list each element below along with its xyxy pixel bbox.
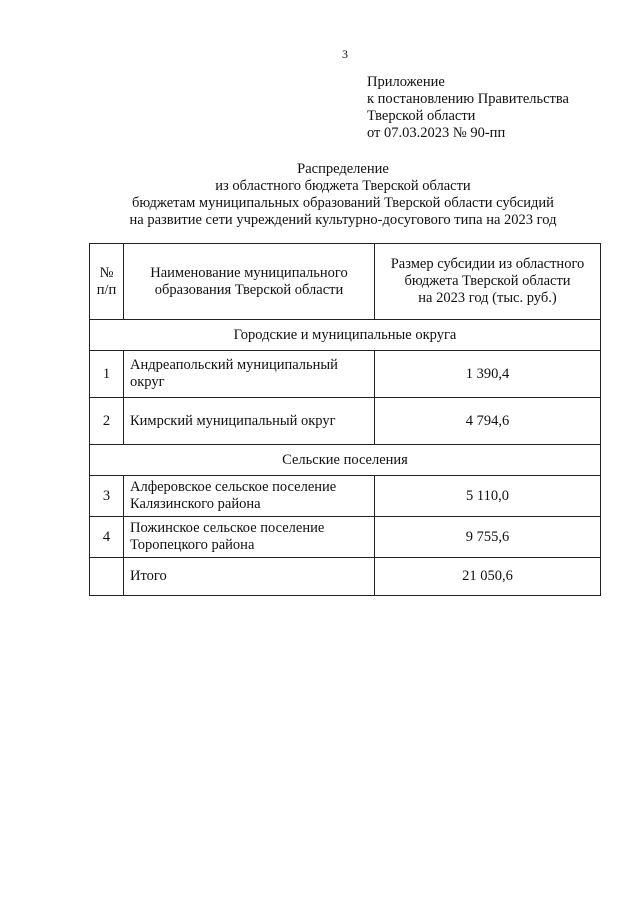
subsidy-table	[89, 243, 601, 596]
table-row	[90, 517, 601, 558]
title-line: на развитие сети учреждений культурно-досугового типа на 2023 год	[129, 212, 557, 228]
row-num: 4	[90, 517, 124, 558]
total-label: Итого	[124, 558, 375, 596]
appendix-line: Тверской области	[367, 108, 476, 124]
header-num: № п/п	[90, 244, 124, 320]
document-title	[0, 161, 640, 229]
table-header-row	[90, 244, 601, 320]
row-num: 2	[90, 398, 124, 445]
total-amount: 21 050,6	[375, 558, 601, 596]
row-amount: 5 110,0	[375, 476, 601, 517]
row-num: 1	[90, 351, 124, 398]
row-num: 3	[90, 476, 124, 517]
row-amount: 4 794,6	[375, 398, 601, 445]
title-line: из областного бюджета Тверской области	[215, 178, 471, 194]
title-line: Распределение	[297, 161, 389, 177]
row-amount: 1 390,4	[375, 351, 601, 398]
row-amount: 9 755,6	[375, 517, 601, 558]
table-row	[90, 398, 601, 445]
total-num	[90, 558, 124, 596]
row-name: Алферовское сельское поселение Калязинского района	[124, 476, 375, 517]
row-name: Пожинское сельское поселение Торопецкого района	[124, 517, 375, 558]
appendix-line: от 07.03.2023 № 90-пп	[367, 125, 506, 141]
row-name: Андреапольский муниципальный округ	[124, 351, 375, 398]
appendix-line: Приложение	[367, 74, 445, 90]
section-row	[90, 445, 601, 476]
total-row	[90, 558, 601, 596]
section-row	[90, 320, 601, 351]
table-row	[90, 476, 601, 517]
section-rural: Сельские поселения	[90, 445, 601, 476]
section-urban: Городские и муниципальные округа	[90, 320, 601, 351]
header-amount: Размер субсидии из областного бюджета Тверской области на 2023 год (тыс. руб.)	[375, 244, 601, 320]
header-name: Наименование муниципального образования Тверской области	[124, 244, 375, 320]
title-line: бюджетам муниципальных образований Тверской области субсидий	[132, 195, 554, 211]
page-number: 3	[342, 47, 348, 61]
table-row	[90, 351, 601, 398]
appendix-line: к постановлению Правительства	[367, 91, 569, 107]
row-name: Кимрский муниципальный округ	[124, 398, 375, 445]
appendix-block	[367, 74, 627, 142]
